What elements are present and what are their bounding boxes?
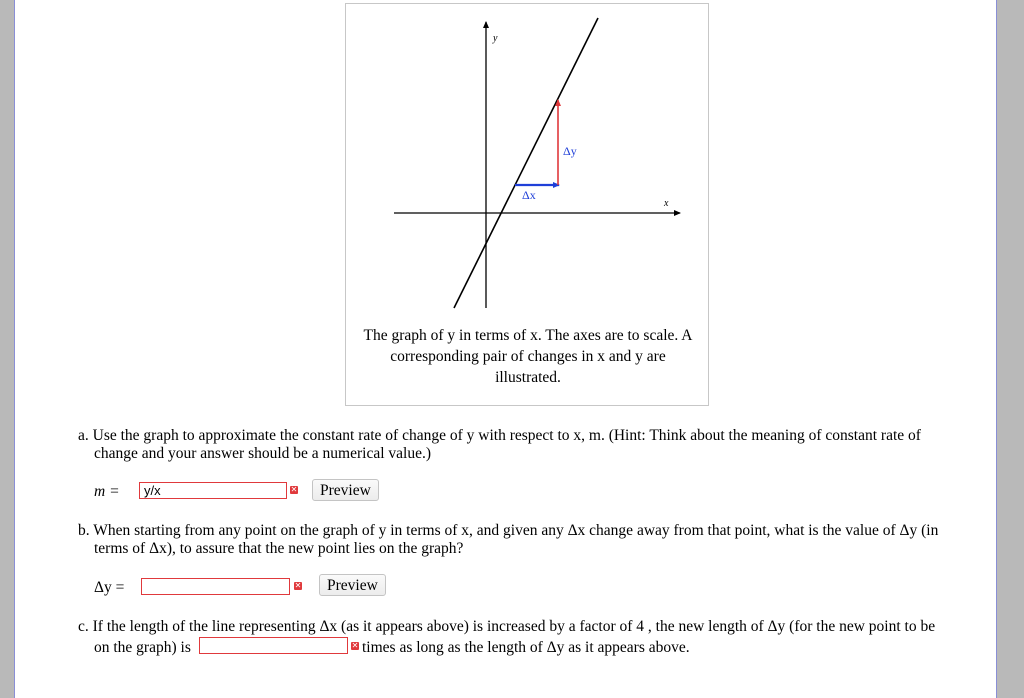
y-axis-label: y [493,33,498,44]
question-c-line-2-end: times as long as the length of Δy as it appears above. [362,639,690,656]
incorrect-x-icon: ✕ [294,581,302,590]
x-axis-label: x [664,198,669,209]
caption-line-3: illustrated. [495,369,561,386]
question-b-line-1: b. When starting from any point on the graph of y in terms of x, and given any Δx change away from that point, what is the value of Δy (in [78,522,939,539]
question-c-line-2-start: on the graph) is [94,639,191,656]
delta-y-answer-input[interactable] [141,578,290,595]
delta-x-label: Δx [522,188,536,202]
question-a-line-1: a. Use the graph to approximate the constant rate of change of y with respect to x, m. (Hint: Think about the meaning of constant rate of [78,427,921,444]
delta-y-field-label: Δy = [94,579,125,596]
graph-line [454,18,598,308]
figure-caption [346,325,710,388]
incorrect-x-icon: ✕ [290,485,298,494]
m-label: m = [94,483,120,500]
factor-answer-input[interactable] [199,637,348,654]
problem-page [14,0,997,698]
caption-line-1: The graph of y in terms of x. The axes are to scale. A [363,327,693,344]
delta-y-label: Δy [563,144,577,158]
incorrect-x-icon: ✕ [351,641,359,650]
question-c-line-1: c. If the length of the line representing Δx (as it appears above) is increased by a factor of 4 , the new length of Δy (for the new point to be [78,618,936,635]
graph-svg [346,4,710,324]
question-a-line-2: change and your answer should be a numerical value.) [94,445,431,462]
preview-button-b[interactable]: Preview [319,574,386,596]
graph-figure [345,3,709,406]
question-b-line-2: terms of Δx), to assure that the new point lies on the graph? [94,540,464,557]
caption-line-2: corresponding pair of changes in x and y are [390,348,666,365]
m-answer-input[interactable] [139,482,287,499]
preview-button-a[interactable]: Preview [312,479,379,501]
